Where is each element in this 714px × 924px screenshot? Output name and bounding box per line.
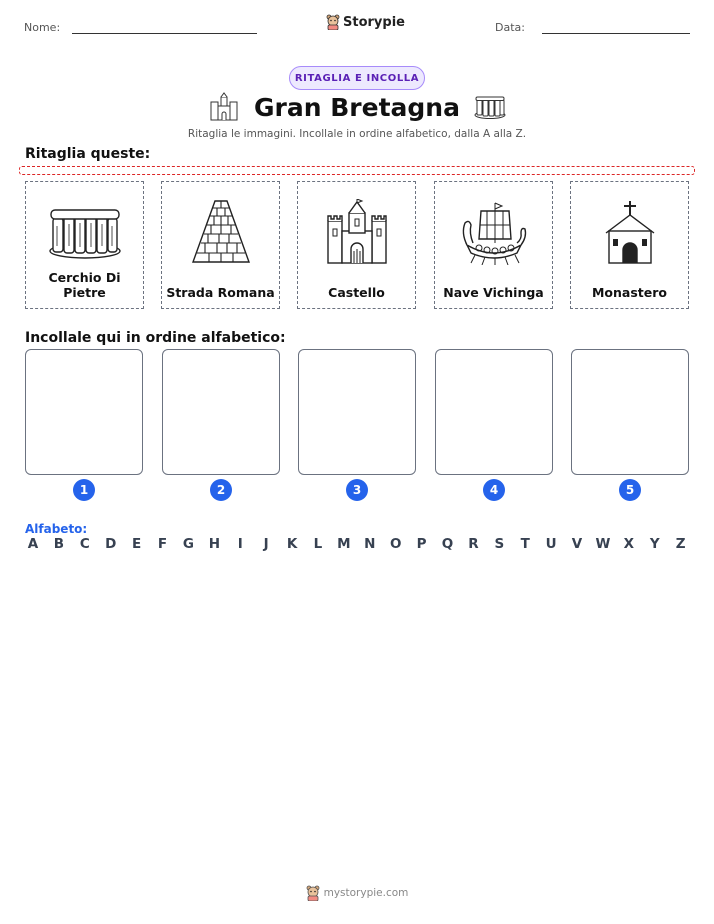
brand-logo [326,14,405,30]
alphabet-label: Alfabeto: [25,522,88,536]
alphabet-letter: Z [675,536,686,552]
footer-site: mystorypie.com [323,887,409,899]
alphabet-letter: M [337,536,351,552]
date-label: Data: [495,21,525,34]
cut-card-roman-road[interactable] [161,181,280,309]
alphabet-letter: E [132,536,142,552]
brand-name: Storypie [343,14,405,30]
alphabet-letter: V [571,536,583,552]
storypie-mascot-icon [306,885,320,901]
card-label: Cerchio Di Pietre [48,270,121,300]
paste-box-2[interactable] [162,349,280,475]
alphabet-letter: O [389,536,402,552]
alphabet-letter: R [468,536,479,552]
card-label: Nave Vichinga [443,285,544,300]
alphabet-letter: U [545,536,557,552]
alphabet-letter: X [623,536,635,552]
position-number: 4 [483,479,505,501]
alphabet-letter: N [364,536,376,552]
paste-section-label: Incollale qui in ordine alfabetico: [25,330,286,346]
position-number: 1 [73,479,95,501]
paste-box-5[interactable] [571,349,689,475]
alphabet-letter: C [79,536,90,552]
alphabet-letters [25,536,689,552]
paste-box-1[interactable] [25,349,143,475]
instructions: Ritaglia le immagini. Incollale in ordine alfabetico, dalla A alla Z. [187,128,527,140]
alphabet-letter: P [416,536,427,552]
alphabet-letter: B [53,536,65,552]
alphabet-letter: I [237,536,243,552]
alphabet-letter: S [494,536,505,552]
card-label: Strada Romana [166,285,275,300]
alphabet-letter: F [157,536,168,552]
cut-card-viking-ship[interactable] [434,181,553,309]
alphabet-letter: G [182,536,194,552]
alphabet-letter: K [286,536,298,552]
storypie-mascot-icon [326,14,340,30]
alphabet-letter: A [27,536,39,552]
name-label: Nome: [24,21,61,34]
position-number: 5 [619,479,641,501]
alphabet-letter: Y [649,536,660,552]
worksheet-title: Gran Bretagna [254,92,460,122]
stone-circle-icon [48,204,122,260]
alphabet-letter: W [595,536,611,552]
cut-card-stone-circle[interactable] [25,181,144,309]
card-label: Castello [328,285,385,300]
castle-icon [208,92,240,122]
name-line [72,33,257,34]
alphabet-letter: D [105,536,117,552]
roman-road-icon [191,199,251,265]
cut-card-monastery[interactable] [570,181,689,309]
alphabet-letter: J [263,536,269,552]
footer [0,885,714,901]
cut-card-castle[interactable] [297,181,416,309]
paste-box-3[interactable] [298,349,416,475]
card-label: Monastero [591,285,667,300]
viking-ship-icon [459,199,529,265]
cut-line [19,166,695,175]
alphabet-letter: Q [441,536,454,552]
position-number: 2 [210,479,232,501]
alphabet-letter: T [520,536,530,552]
title-row [0,92,714,122]
paste-box-4[interactable] [435,349,553,475]
alphabet-letter: H [208,536,220,552]
worksheet-header [24,14,690,38]
alphabet-letter: L [313,536,323,552]
cut-section-label: Ritaglia queste: [25,146,151,162]
position-number: 3 [346,479,368,501]
date-line [542,33,690,34]
activity-badge: RITAGLIA E INCOLLA [289,66,425,90]
castle-icon [324,199,390,265]
monastery-icon [602,199,658,265]
stone-circle-icon [474,94,506,120]
